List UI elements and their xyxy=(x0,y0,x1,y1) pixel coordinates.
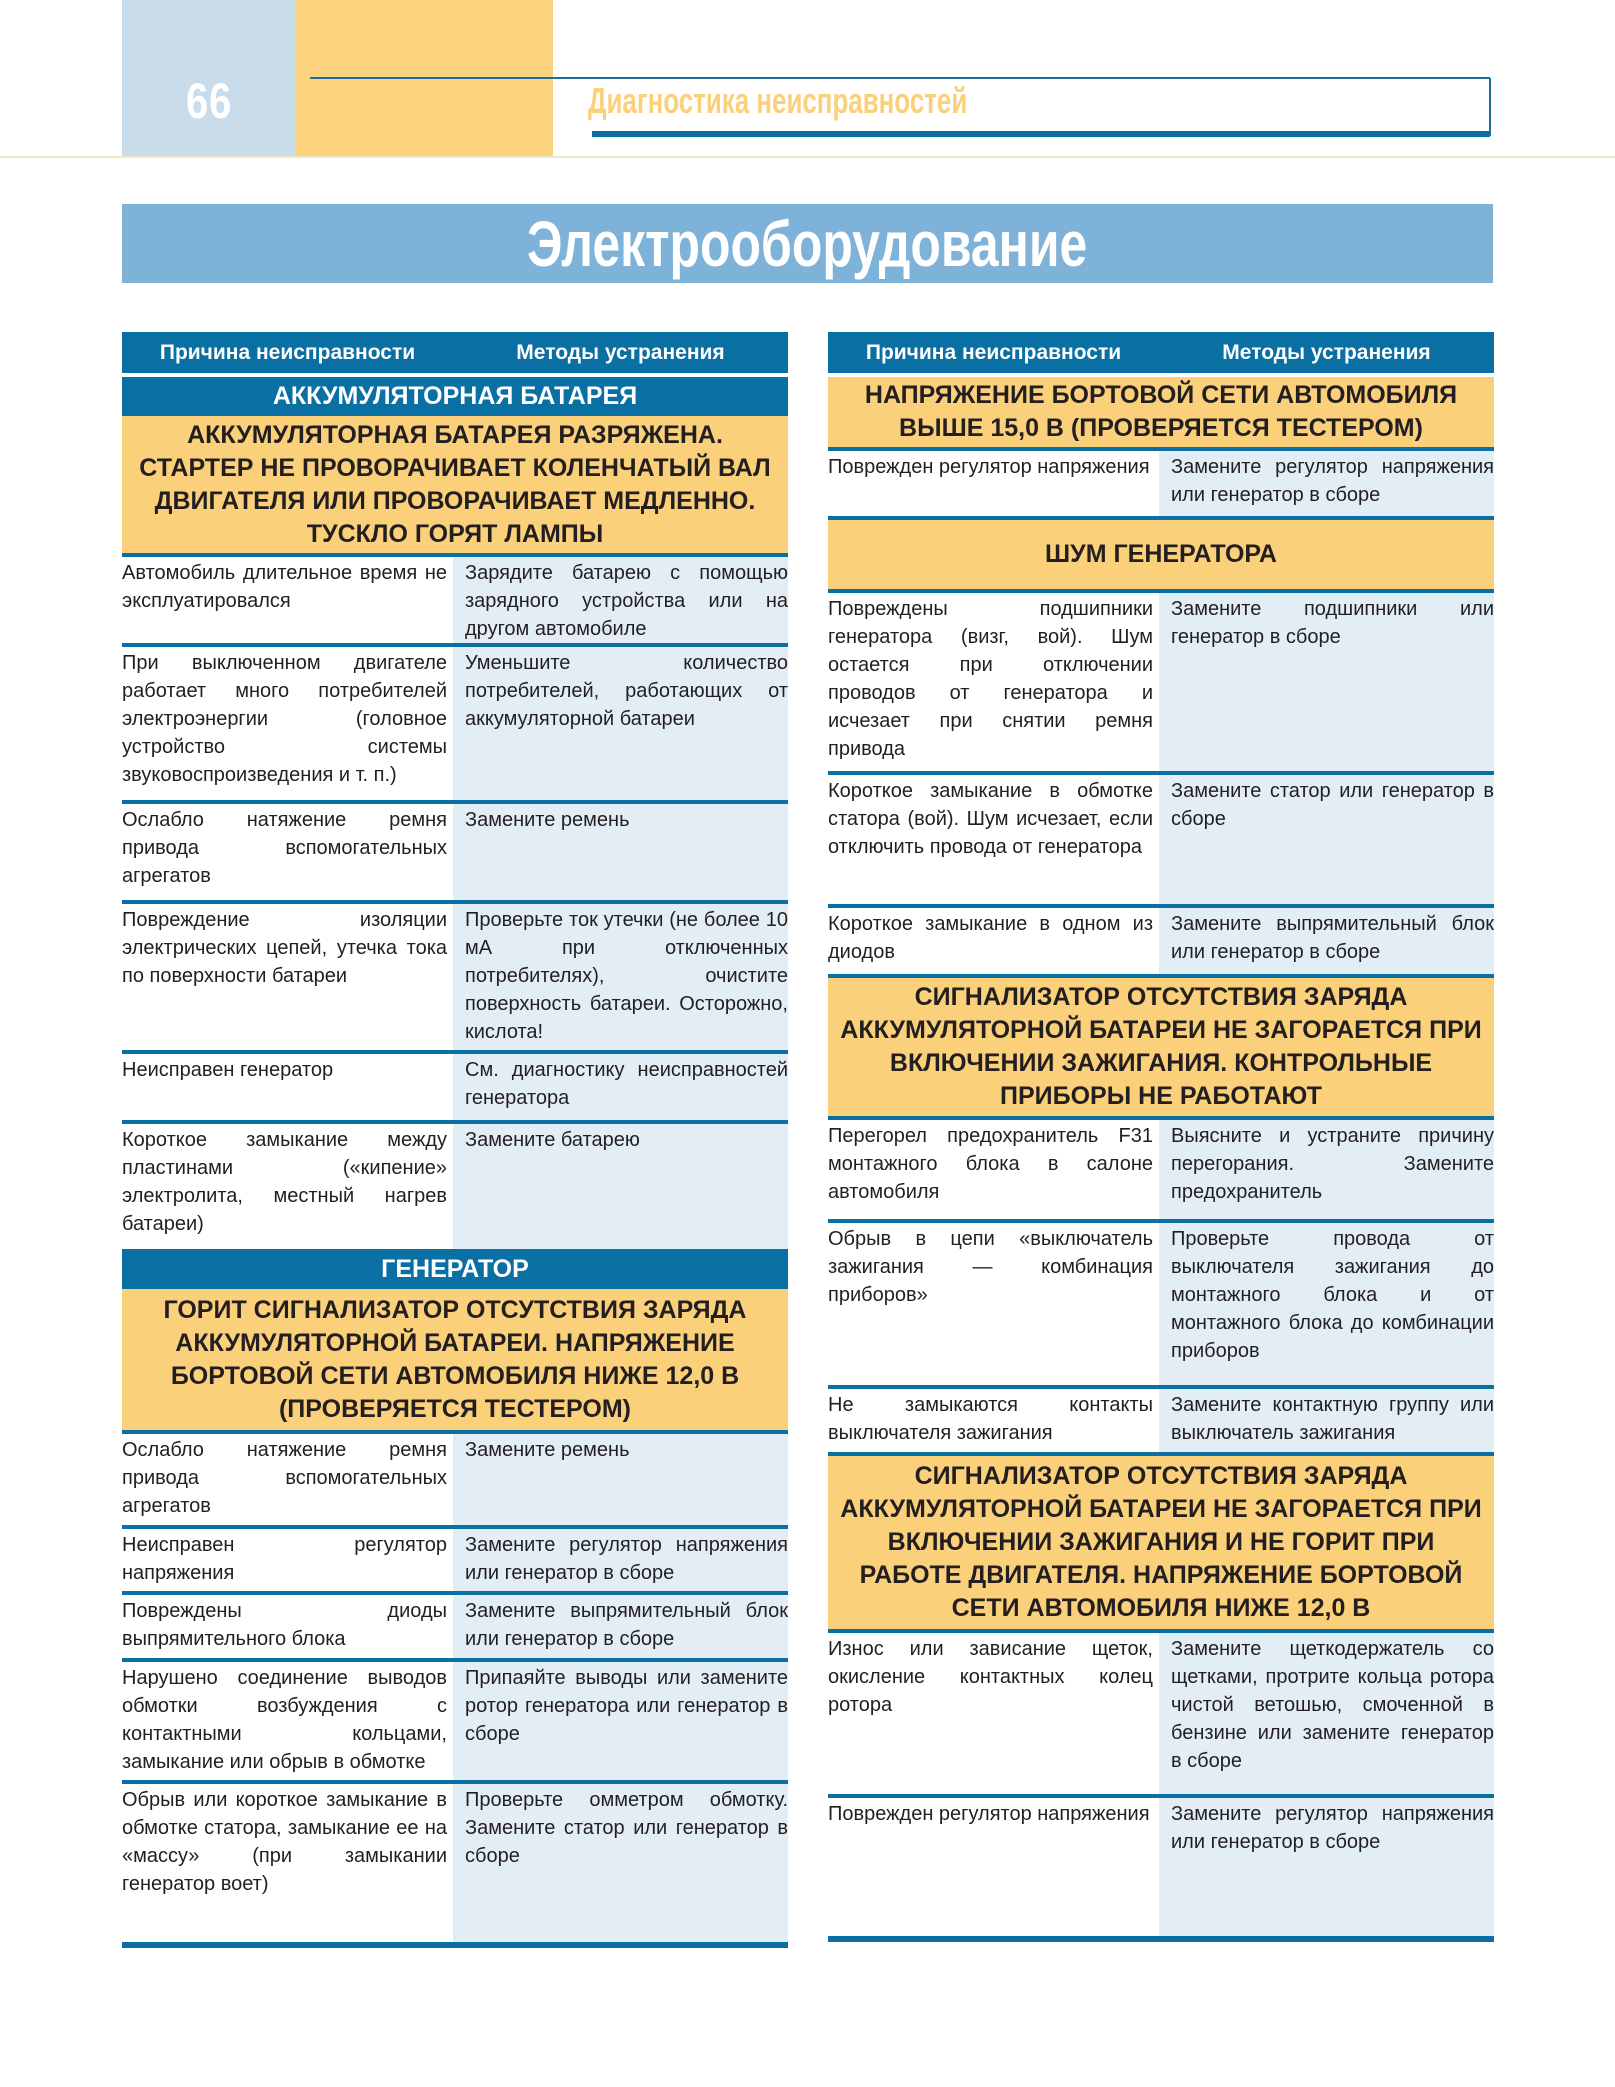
chapter-title: Диагностика неисправностей xyxy=(588,80,968,121)
fix-cell: Замените регулятор напряжения или генератор в сборе xyxy=(453,1529,788,1591)
cause-cell: Не замыкаются контакты выключателя зажигания xyxy=(828,1389,1159,1452)
table-row xyxy=(122,1054,788,1124)
table-row xyxy=(828,1633,1494,1798)
fix-cell: Замените регулятор напряжения или генератор в сборе xyxy=(1159,451,1494,516)
table-row xyxy=(122,647,788,804)
right-table xyxy=(828,332,1494,1942)
fix-cell: Проверьте омметром обмотку. Замените статор или генератор в сборе xyxy=(453,1784,788,1942)
table-row xyxy=(122,1124,788,1249)
column-header-fix: Методы устранения xyxy=(516,340,725,364)
cause-cell: Повреждение изоляции электрических цепей, утечка тока по поверхности батареи xyxy=(122,904,453,1050)
section-header: АККУМУЛЯТОРНАЯ БАТАРЕЯ xyxy=(122,377,788,416)
table-row xyxy=(122,904,788,1054)
page-number: 66 xyxy=(185,73,233,129)
fix-cell: См. диагностику неисправностей генератора xyxy=(453,1054,788,1120)
fix-cell: Замените контактную группу или выключатель зажигания xyxy=(1159,1389,1494,1452)
column-header-cause: Причина неисправности xyxy=(159,340,416,364)
cause-cell: Повреждены подшипники генератора (визг, вой). Шум остается при отключении проводов от генератора и исчезает при снятии ремня привода xyxy=(828,593,1159,771)
cause-cell: Неисправен генератор xyxy=(122,1054,453,1120)
fix-cell: Замените статор или генератор в сборе xyxy=(1159,775,1494,904)
condition-header: СИГНАЛИЗАТОР ОТСУТСТВИЯ ЗАРЯДА АККУМУЛЯТОРНОЙ БАТАРЕИ НЕ ЗАГОРАЕТСЯ ПРИ ВКЛЮЧЕНИИ ЗАЖИГАНИЯ И НЕ ГОРИТ ПРИ РАБОТЕ ДВИГАТЕЛЯ. НАПРЯЖЕНИЕ БОРТОВОЙ СЕТИ АВТОМОБИЛЯ НИЖЕ 12,0 В xyxy=(828,1456,1494,1633)
cause-cell: Автомобиль длительное время не эксплуатировался xyxy=(122,557,453,643)
fix-cell: Замените выпрямительный блок или генератор в сборе xyxy=(453,1595,788,1658)
table-row xyxy=(828,908,1494,974)
fix-cell: Проверьте ток утечки (не более 10 мА при отключенных потребителях), очистите поверхность батареи. Осторожно, кислота! xyxy=(453,904,788,1050)
condition-header: АККУМУЛЯТОРНАЯ БАТАРЕЯ РАЗРЯЖЕНА. СТАРТЕР НЕ ПРОВОРАЧИВАЕТ КОЛЕНЧАТЫЙ ВАЛ ДВИГАТЕЛЯ ИЛИ ПРОВОРАЧИВАЕТ МЕДЛЕННО. ТУСКЛО ГОРЯТ ЛАМПЫ xyxy=(122,416,788,557)
condition-header: ГОРИТ СИГНАЛИЗАТОР ОТСУТСТВИЯ ЗАРЯДА АККУМУЛЯТОРНОЙ БАТАРЕИ. НАПРЯЖЕНИЕ БОРТОВОЙ СЕТИ АВТОМОБИЛЯ НИЖЕ 12,0 В (ПРОВЕРЯЕТСЯ ТЕСТЕРОМ) xyxy=(122,1289,788,1434)
section-header: ГЕНЕРАТОР xyxy=(122,1249,788,1289)
cause-cell: Ослабло натяжение ремня привода вспомогательных агрегатов xyxy=(122,1434,453,1525)
fix-cell: Уменьшите количество потребителей, работающих от аккумуляторной батареи xyxy=(453,647,788,800)
fix-cell: Замените регулятор напряжения или генератор в сборе xyxy=(1159,1798,1494,1936)
table-row xyxy=(828,593,1494,775)
cause-cell: Обрыв или короткое замыкание в обмотке статора, замыкание ее на «массу» (при замыкании генератор воет) xyxy=(122,1784,453,1942)
table-end-line xyxy=(122,1942,788,1948)
cause-cell: Перегорел предохранитель F31 монтажного блока в салоне автомобиля xyxy=(828,1120,1159,1219)
fix-cell: Замените ремень xyxy=(453,804,788,900)
table-row xyxy=(122,1529,788,1595)
header-line-bottom xyxy=(592,131,1490,137)
fix-cell: Замените выпрямительный блок или генератор в сборе xyxy=(1159,908,1494,974)
left-table xyxy=(122,332,788,1948)
header-line-top xyxy=(310,77,1490,79)
fix-cell: Зарядите батарею с помощью зарядного устройства или на другом автомобиле xyxy=(453,557,788,643)
cause-cell: Короткое замыкание между пластинами («кипение» электролита, местный нагрев батареи) xyxy=(122,1124,453,1249)
condition-header: ШУМ ГЕНЕРАТОРА xyxy=(828,520,1494,593)
cause-cell: Короткое замыкание в одном из диодов xyxy=(828,908,1159,974)
column-header xyxy=(828,332,1494,373)
cause-cell: Поврежден регулятор напряжения xyxy=(828,451,1159,516)
fix-cell: Замените ремень xyxy=(453,1434,788,1525)
table-row xyxy=(828,1389,1494,1456)
column-header-fix: Методы устранения xyxy=(1222,340,1431,364)
cause-cell: Поврежден регулятор напряжения xyxy=(828,1798,1159,1936)
table-end-line xyxy=(828,1936,1494,1942)
table-row xyxy=(828,1798,1494,1936)
table-row xyxy=(122,1662,788,1784)
table-row xyxy=(122,1434,788,1529)
table-row xyxy=(828,451,1494,520)
cause-cell: Нарушено соединение выводов обмотки возбуждения с контактными кольцами, замыкание или обрыв в обмотке xyxy=(122,1662,453,1780)
fix-cell: Проверьте провода от выключателя зажигания до монтажного блока и от монтажного блока до комбинации приборов xyxy=(1159,1223,1494,1385)
table-row xyxy=(828,775,1494,908)
cause-cell: Повреждены диоды выпрямительного блока xyxy=(122,1595,453,1658)
cause-cell: Ослабло натяжение ремня привода вспомогательных агрегатов xyxy=(122,804,453,900)
table-row xyxy=(828,1223,1494,1389)
header-line-right xyxy=(1489,78,1491,136)
page-title-bar xyxy=(122,204,1493,283)
table-row xyxy=(122,1784,788,1942)
cause-cell: Обрыв в цепи «выключатель зажигания — комбинация приборов» xyxy=(828,1223,1159,1385)
cause-cell: Короткое замыкание в обмотке статора (вой). Шум исчезает, если отключить провода от генератора xyxy=(828,775,1159,904)
header-divider xyxy=(0,156,1615,158)
condition-header: НАПРЯЖЕНИЕ БОРТОВОЙ СЕТИ АВТОМОБИЛЯ ВЫШЕ 15,0 В (ПРОВЕРЯЕТСЯ ТЕСТЕРОМ) xyxy=(828,377,1494,451)
fix-cell: Выясните и устраните причину перегорания. Замените предохранитель xyxy=(1159,1120,1494,1219)
table-row xyxy=(122,557,788,647)
cause-cell: Неисправен регулятор напряжения xyxy=(122,1529,453,1591)
cause-cell: При выключенном двигателе работает много потребителей электроэнергии (головное устройство системы звуковоспроизведения и т. п.) xyxy=(122,647,453,800)
fix-cell: Замените батарею xyxy=(453,1124,788,1249)
column-header-cause: Причина неисправности xyxy=(865,340,1122,364)
table-row xyxy=(828,1120,1494,1223)
page-title: Электрооборудование xyxy=(527,207,1088,280)
condition-header: СИГНАЛИЗАТОР ОТСУТСТВИЯ ЗАРЯДА АККУМУЛЯТОРНОЙ БАТАРЕИ НЕ ЗАГОРАЕТСЯ ПРИ ВКЛЮЧЕНИИ ЗАЖИГАНИЯ. КОНТРОЛЬНЫЕ ПРИБОРЫ НЕ РАБОТАЮТ xyxy=(828,974,1494,1120)
fix-cell: Замените подшипники или генератор в сборе xyxy=(1159,593,1494,771)
table-row xyxy=(122,804,788,904)
fix-cell: Замените щеткодержатель со щетками, протрите кольца ротора чистой ветошью, смоченной в бензине или замените генератор в сборе xyxy=(1159,1633,1494,1794)
cause-cell: Износ или зависание щеток, окисление контактных колец ротора xyxy=(828,1633,1159,1794)
column-header xyxy=(122,332,788,373)
fix-cell: Припаяйте выводы или замените ротор генератора или генератор в сборе xyxy=(453,1662,788,1780)
table-row xyxy=(122,1595,788,1662)
